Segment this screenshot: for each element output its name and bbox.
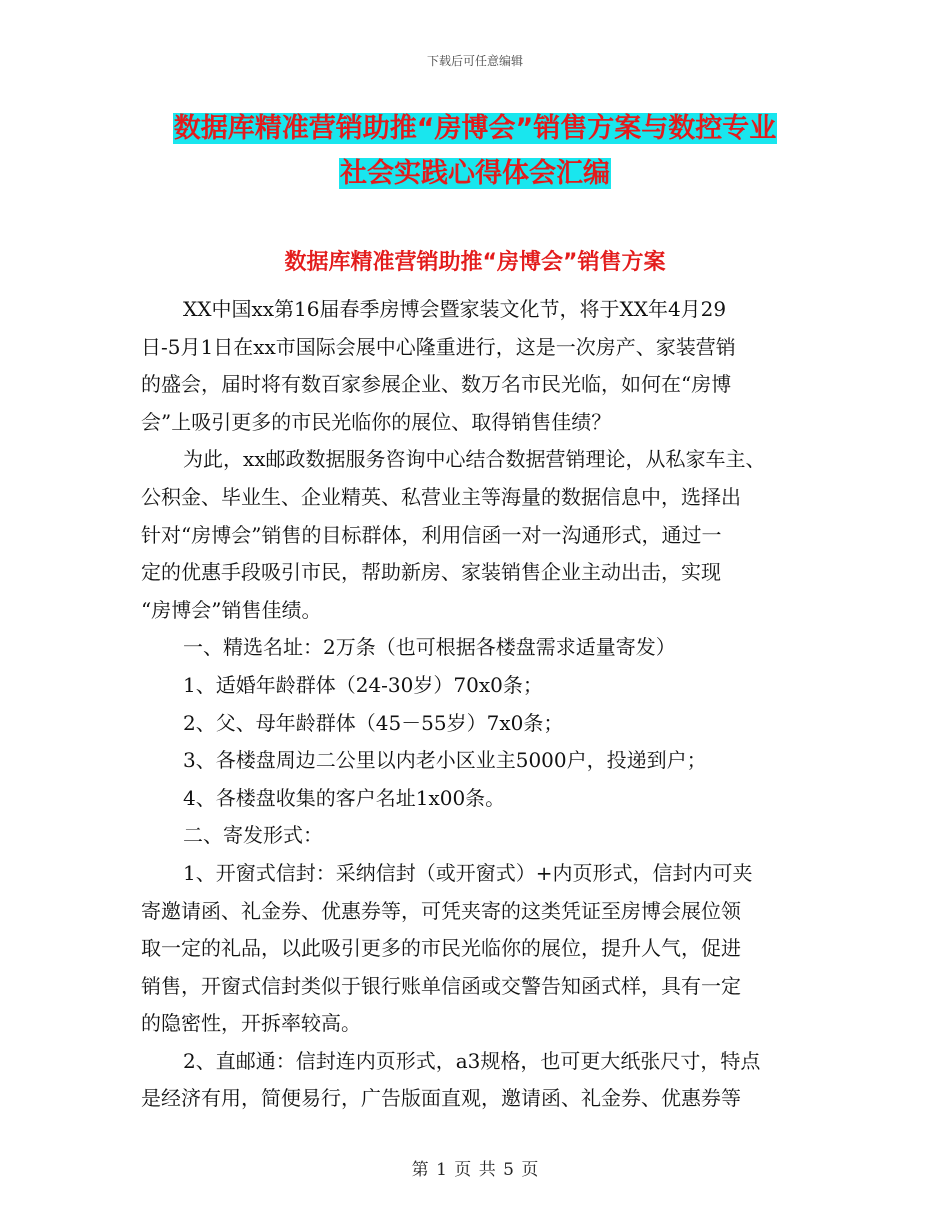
paragraph-line: 日-5月1日在xx市国际会展中心隆重进行，这是一次房产、家装营销 [141, 334, 736, 359]
paragraph-line: 1、开窗式信封：采纳信封（或开窗式）+内页形式，信封内可夹 [183, 860, 753, 885]
list-item: 3、各楼盘周边二公里以内老小区业主5000户，投递到户； [183, 748, 707, 773]
section-title: 数据库精准营销助推“房博会”销售方案 [284, 250, 666, 275]
paragraph-line: 是经济有用，简便易行，广告版面直观，邀请函、礼金券、优惠券等 [141, 1086, 741, 1111]
page-header: 下载后可任意编辑 [426, 54, 523, 68]
paragraph-line: 针对“房博会”销售的目标群体，利用信函一对一沟通形式，通过一 [141, 522, 722, 547]
paragraph-line: 公积金、毕业生、企业精英、私营业主等海量的数据信息中，选择出 [141, 484, 741, 509]
paragraph-line: 取一定的礼品，以此吸引更多的市民光临你的展位，提升人气，促进 [141, 936, 741, 961]
list-item: 1、适婚年龄群体（24-30岁）70x0条； [183, 672, 543, 697]
paragraph-line: 的隐密性，开拆率较高。 [141, 1011, 361, 1036]
title-highlight-2: 社会实践心得体会汇编 [340, 158, 610, 189]
paragraph-line: “房博会”销售佳绩。 [141, 597, 322, 622]
paragraph-line: XX中国xx第16届春季房博会暨家装文化节，将于XX年4月29 [183, 297, 727, 321]
page-footer: 第 1 页 共 5 页 [411, 1160, 539, 1180]
list-heading: 一、精选名址：2万条（也可根据各楼盘需求适量寄发） [183, 635, 676, 660]
paragraph-line: 寄邀请函、礼金券、优惠券等，可凭夹寄的这类凭证至房博会展位领 [141, 898, 741, 923]
document-title-line-2 [0, 154, 950, 194]
document-title-line-1 [0, 109, 950, 149]
paragraph-line: 2、直邮通：信封连内页形式，a3规格，也可更大纸张尺寸，特点 [183, 1048, 761, 1073]
paragraph-line: 定的优惠手段吸引市民，帮助新房、家装销售企业主动出击，实现 [141, 560, 721, 585]
list-item: 4、各楼盘收集的客户名址1x00条。 [183, 785, 506, 810]
list-item: 2、父、母年龄群体（45－55岁）7x0条； [183, 710, 564, 735]
paragraph-line: 为此，xx邮政数据服务咨询中心结合数据营销理论，从私家车主、 [183, 447, 766, 472]
list-heading: 二、寄发形式： [183, 823, 323, 848]
title-highlight-1: 数据库精准营销助推“房博会”销售方案与数控专业 [173, 113, 777, 144]
body-text [141, 291, 821, 1118]
paragraph-line: 的盛会，届时将有数百家参展企业、数万名市民光临，如何在“房博 [141, 372, 732, 397]
paragraph-line: 销售，开窗式信封类似于银行账单信函或交警告知函式样，具有一定 [141, 973, 741, 998]
paragraph-line: 会”上吸引更多的市民光临你的展位、取得销售佳绩？ [141, 409, 612, 434]
